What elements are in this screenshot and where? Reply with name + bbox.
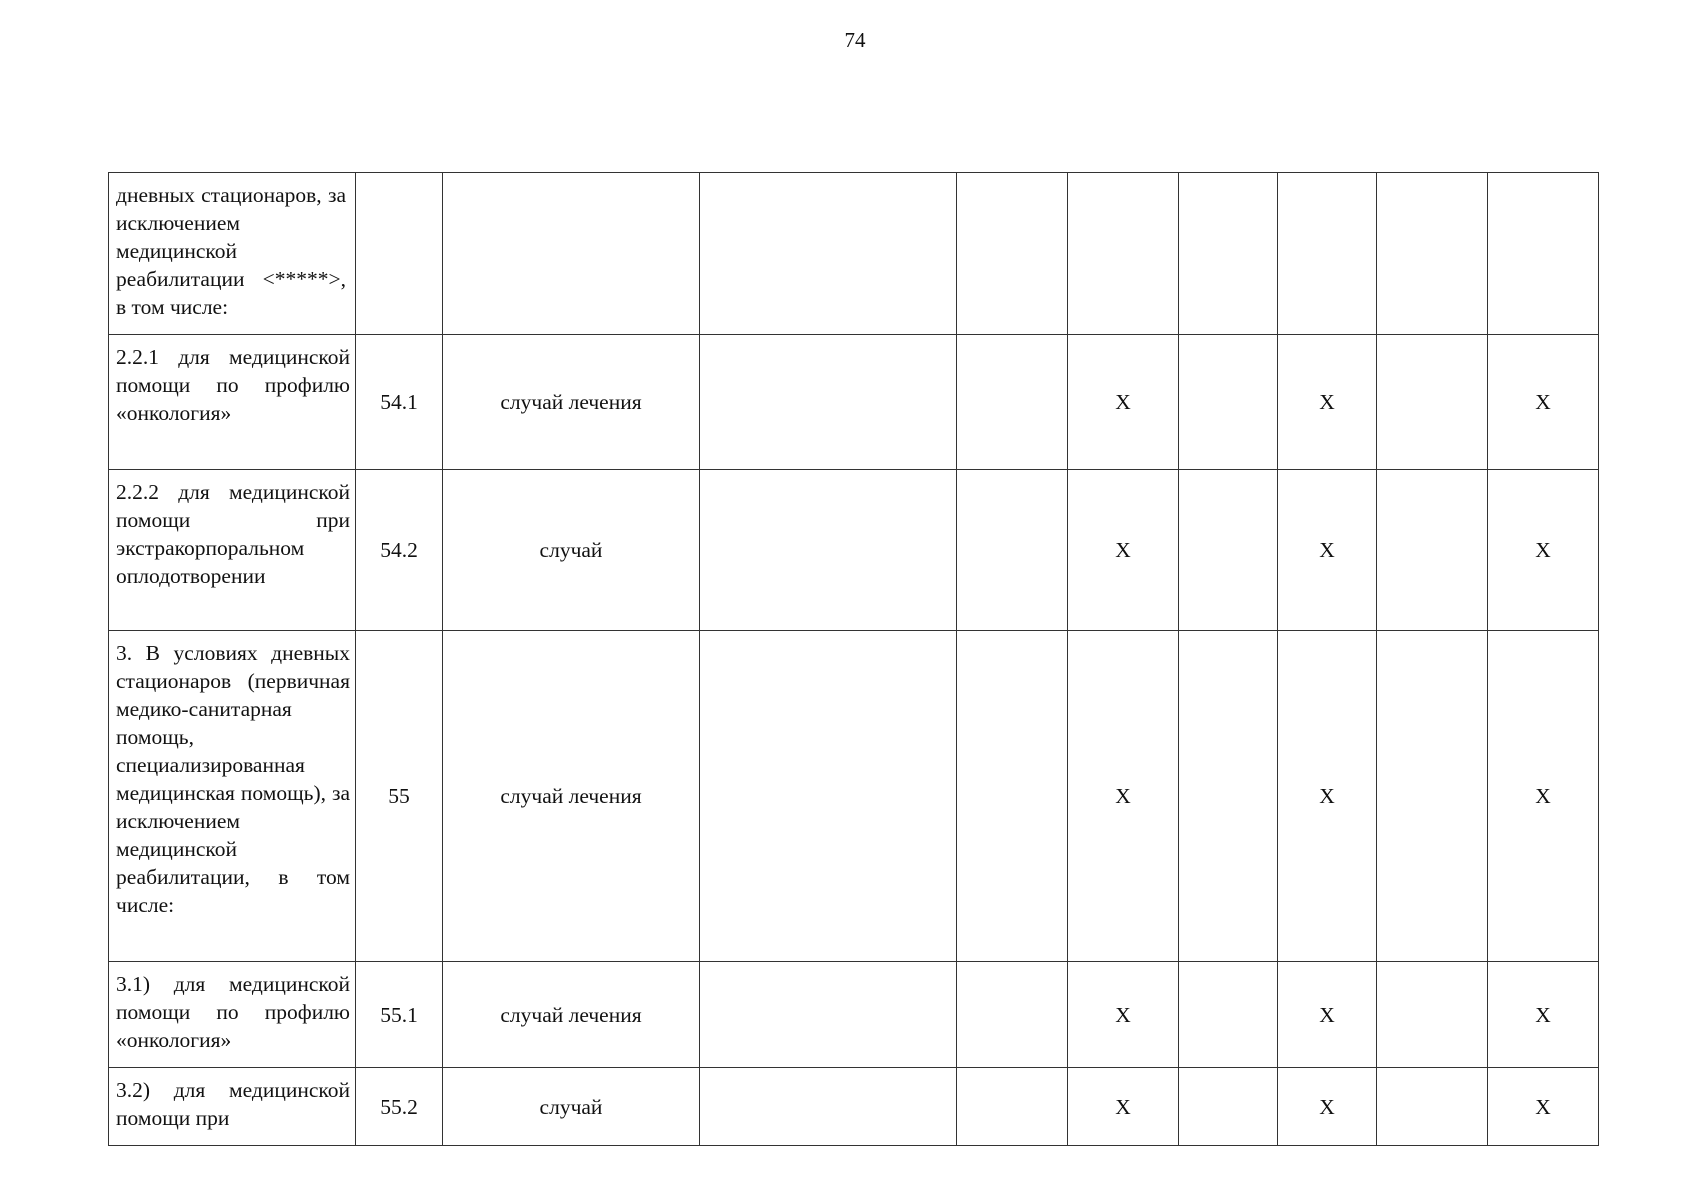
table-cell bbox=[1179, 962, 1278, 1068]
table-cell bbox=[1377, 631, 1488, 962]
row-description: 2.2.2 для медицинской помощи при экстракорпоральном оплодотворении bbox=[109, 470, 356, 631]
row-code: 54.1 bbox=[356, 335, 443, 470]
row-unit: случай лечения bbox=[443, 962, 700, 1068]
table-cell bbox=[1179, 1068, 1278, 1146]
row-description: 3. В условиях дневных стационаров (первичная медико-санитарная помощь, специализированная медицинская помощь), за исключением медицинской реабилитации, в том числе: bbox=[109, 631, 356, 962]
row-description: 2.2.1 для медицинской помощи по профилю «онкология» bbox=[109, 335, 356, 470]
table-row bbox=[109, 335, 1599, 470]
row-code: 55.1 bbox=[356, 962, 443, 1068]
row-code bbox=[356, 173, 443, 335]
table-cell bbox=[1068, 173, 1179, 335]
table-cell bbox=[1179, 335, 1278, 470]
table-cell bbox=[1278, 173, 1377, 335]
row-unit: случай лечения bbox=[443, 335, 700, 470]
table-cell: X bbox=[1068, 962, 1179, 1068]
table-cell bbox=[700, 1068, 957, 1146]
table-cell bbox=[700, 962, 957, 1068]
row-description: 3.2) для медицинской помощи при bbox=[109, 1068, 356, 1146]
table-cell: X bbox=[1278, 335, 1377, 470]
table-cell bbox=[1488, 173, 1599, 335]
table-cell bbox=[1179, 631, 1278, 962]
table-cell: X bbox=[1278, 962, 1377, 1068]
table-cell: X bbox=[1068, 1068, 1179, 1146]
table-cell bbox=[957, 1068, 1068, 1146]
table-cell: X bbox=[1488, 470, 1599, 631]
table-cell bbox=[957, 962, 1068, 1068]
row-description: 3.1) для медицинской помощи по профилю «онкология» bbox=[109, 962, 356, 1068]
table-cell: X bbox=[1488, 631, 1599, 962]
table-cell: X bbox=[1488, 962, 1599, 1068]
table-cell: X bbox=[1278, 631, 1377, 962]
table-cell bbox=[1377, 335, 1488, 470]
table-cell bbox=[957, 631, 1068, 962]
row-unit: случай лечения bbox=[443, 631, 700, 962]
table-row bbox=[109, 173, 1599, 335]
table-cell bbox=[957, 335, 1068, 470]
table-cell bbox=[1377, 1068, 1488, 1146]
table-cell: X bbox=[1488, 335, 1599, 470]
table-cell: X bbox=[1068, 631, 1179, 962]
table-cell bbox=[700, 335, 957, 470]
row-unit: случай bbox=[443, 470, 700, 631]
row-code: 54.2 bbox=[356, 470, 443, 631]
page-number: 74 bbox=[844, 28, 866, 52]
table-cell: X bbox=[1278, 1068, 1377, 1146]
table-row bbox=[109, 1068, 1599, 1146]
row-code: 55 bbox=[356, 631, 443, 962]
row-unit: случай bbox=[443, 1068, 700, 1146]
table-cell bbox=[1377, 470, 1488, 631]
data-table bbox=[108, 172, 1599, 1146]
table-cell: X bbox=[1488, 1068, 1599, 1146]
table-cell bbox=[700, 470, 957, 631]
table-cell bbox=[957, 470, 1068, 631]
table-cell: X bbox=[1278, 470, 1377, 631]
table-row bbox=[109, 962, 1599, 1068]
table-cell: X bbox=[1068, 470, 1179, 631]
table-cell bbox=[1377, 962, 1488, 1068]
table-row bbox=[109, 470, 1599, 631]
table-cell bbox=[1179, 173, 1278, 335]
table-cell: X bbox=[1068, 335, 1179, 470]
table-row bbox=[109, 631, 1599, 962]
row-code: 55.2 bbox=[356, 1068, 443, 1146]
row-description: дневных стационаров, за исключением медицинской реабилитации <*****>, в том числе: bbox=[109, 173, 356, 335]
table-cell bbox=[1377, 173, 1488, 335]
table-cell bbox=[1179, 470, 1278, 631]
table-cell bbox=[957, 173, 1068, 335]
row-unit bbox=[443, 173, 700, 335]
table-cell bbox=[700, 173, 957, 335]
table-cell bbox=[700, 631, 957, 962]
